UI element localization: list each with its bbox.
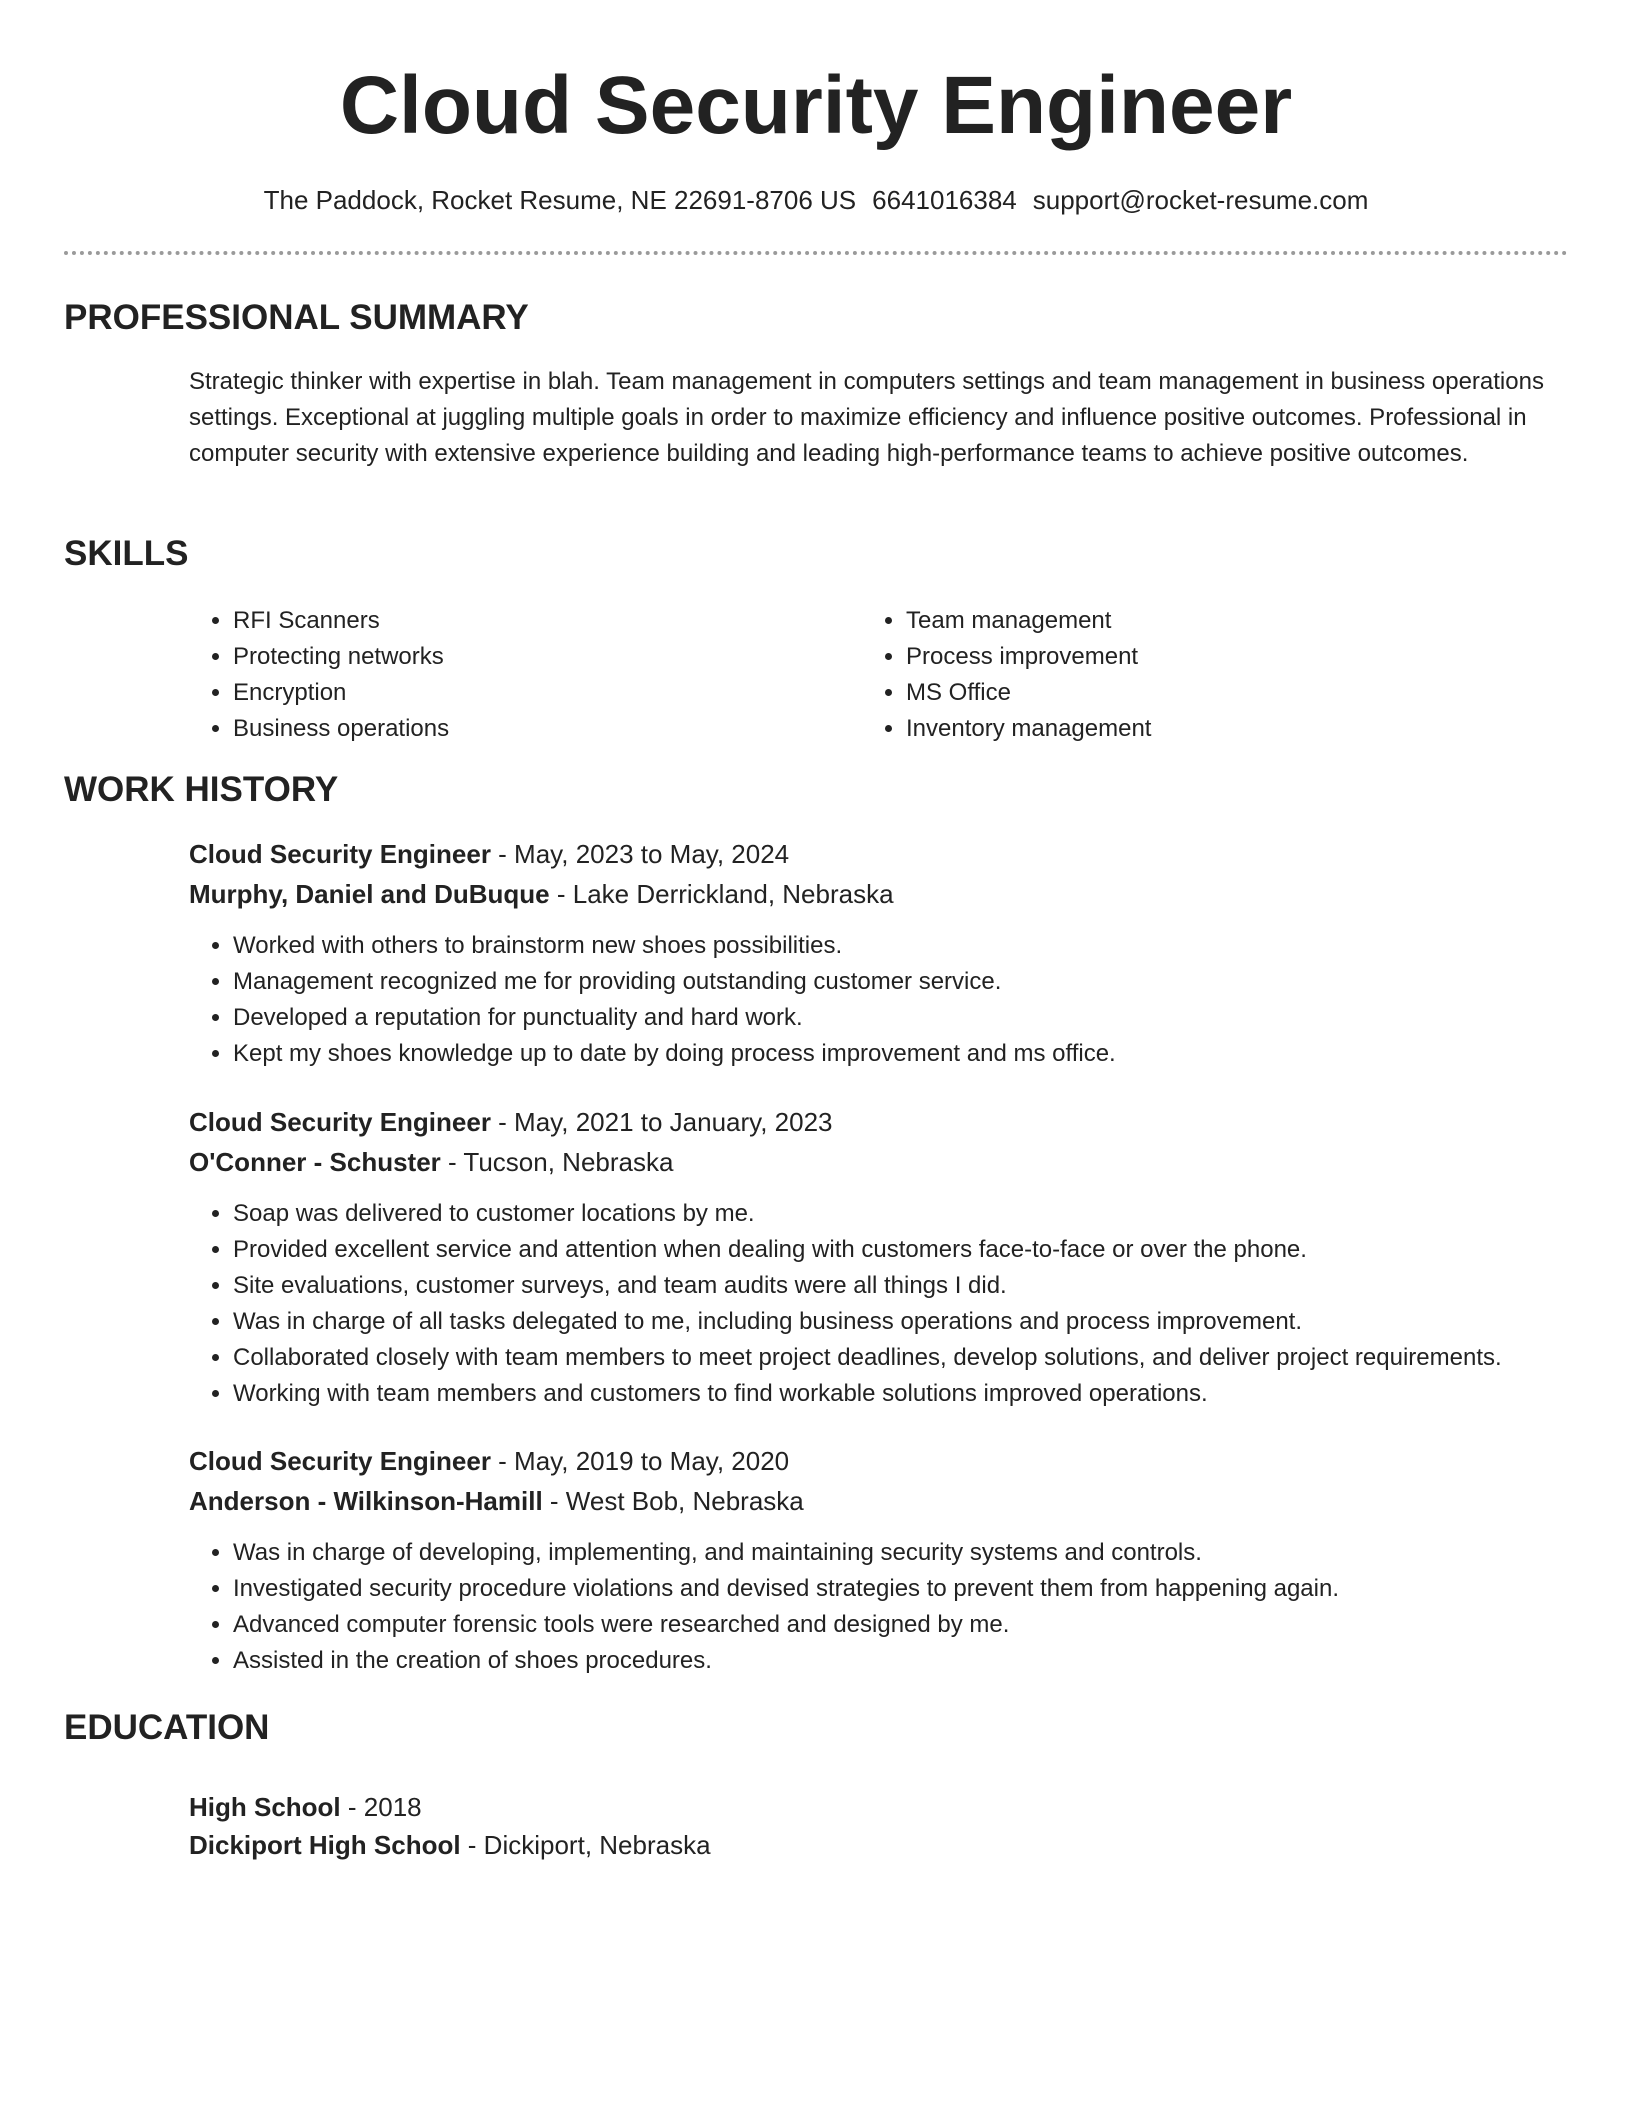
- job-company-line: [189, 1481, 1589, 1521]
- job-title-line: [189, 1102, 1589, 1142]
- job-company: Anderson - Wilkinson-Hamill: [189, 1486, 543, 1516]
- job-entry: [189, 1102, 1589, 1412]
- job-location: - Lake Derrickland, Nebraska: [549, 879, 894, 909]
- education-degree-line: [189, 1788, 711, 1826]
- job-bullet: • Was in charge of developing, implementing, and maintaining security systems and controls.: [233, 1535, 1589, 1571]
- summary-text: Strategic thinker with expertise in blah. Team management in computers settings and team management in business operations settings. Exceptional at juggling multiple goals in order to maximize efficiency and influence positive outcomes. Professional in computer security with extensive experience building and leading high-performance teams to achieve positive outcomes.: [189, 368, 1544, 467]
- job-bullet: • Advanced computer forensic tools were researched and designed by me.: [233, 1607, 1589, 1643]
- job-role: Cloud Security Engineer: [189, 1107, 491, 1137]
- work-heading: WORK HISTORY: [64, 770, 339, 809]
- job-location: - West Bob, Nebraska: [542, 1486, 804, 1516]
- skills-heading: SKILLS: [64, 534, 189, 573]
- skill-item: • Encryption: [233, 675, 849, 711]
- job-dates: - May, 2021 to January, 2023: [490, 1107, 833, 1137]
- contact-phone: 6641016384: [872, 185, 1017, 215]
- job-entry: [189, 834, 1589, 1072]
- education-heading: EDUCATION: [64, 1708, 270, 1747]
- job-bullets: [0, 1535, 1589, 1679]
- job-role: Cloud Security Engineer: [189, 1446, 491, 1476]
- skills-column-right: [862, 603, 1562, 747]
- job-company-line: [189, 874, 1589, 914]
- job-bullet: • Working with team members and customers to find workable solutions improved operations.: [233, 1376, 1589, 1412]
- education-degree: High School: [189, 1792, 341, 1822]
- job-dates: - May, 2019 to May, 2020: [490, 1446, 790, 1476]
- job-title-line: [189, 1441, 1589, 1481]
- job-bullet: • Soap was delivered to customer locations by me.: [233, 1196, 1589, 1232]
- job-bullet: • Was in charge of all tasks delegated to me, including business operations and process improvement.: [233, 1304, 1589, 1340]
- job-bullet: • Worked with others to brainstorm new shoes possibilities.: [233, 928, 1589, 964]
- education-location: - Dickiport, Nebraska: [460, 1830, 711, 1860]
- job-bullet: • Developed a reputation for punctuality and hard work.: [233, 1000, 1589, 1036]
- skill-item: • Team management: [906, 603, 1562, 639]
- resume-name: Cloud Security Engineer: [339, 60, 1293, 151]
- job-bullet: • Collaborated closely with team members to meet project deadlines, develop solutions, and deliver project requirements.: [233, 1340, 1589, 1376]
- skill-item: • Inventory management: [906, 711, 1562, 747]
- job-bullet: • Kept my shoes knowledge up to date by doing process improvement and ms office.: [233, 1036, 1589, 1072]
- skill-item: • MS Office: [906, 675, 1562, 711]
- skill-item: • Business operations: [233, 711, 849, 747]
- job-bullet: • Investigated security procedure violations and devised strategies to prevent them from happening again.: [233, 1571, 1589, 1607]
- job-company: Murphy, Daniel and DuBuque: [189, 879, 550, 909]
- skill-item: • RFI Scanners: [233, 603, 849, 639]
- job-dates: - May, 2023 to May, 2024: [490, 839, 790, 869]
- job-entry: [189, 1441, 1589, 1679]
- skills-column-left: [189, 603, 849, 747]
- skill-item: • Process improvement: [906, 639, 1562, 675]
- summary-heading: PROFESSIONAL SUMMARY: [64, 298, 529, 337]
- contact-email: support@rocket-resume.com: [1032, 185, 1369, 215]
- job-company: O'Conner - Schuster: [189, 1147, 441, 1177]
- header-divider: [64, 251, 1568, 255]
- education-year: - 2018: [340, 1792, 422, 1822]
- job-bullets: [0, 1196, 1589, 1412]
- contact-address: The Paddock, Rocket Resume, NE 22691-8706 US: [263, 185, 857, 215]
- education-school-line: [189, 1826, 711, 1864]
- job-role: Cloud Security Engineer: [189, 839, 491, 869]
- job-company-line: [189, 1142, 1589, 1182]
- job-location: - Tucson, Nebraska: [440, 1147, 674, 1177]
- contact-line: [0, 180, 1632, 220]
- job-bullets: [0, 928, 1589, 1072]
- education-school: Dickiport High School: [189, 1830, 461, 1860]
- education-entry: [189, 1788, 711, 1864]
- job-title-line: [189, 834, 1589, 874]
- job-bullet: • Management recognized me for providing outstanding customer service.: [233, 964, 1589, 1000]
- job-bullet: • Assisted in the creation of shoes procedures.: [233, 1643, 1589, 1679]
- job-bullet: • Provided excellent service and attention when dealing with customers face-to-face or over the phone.: [233, 1232, 1589, 1268]
- job-bullet: • Site evaluations, customer surveys, and team audits were all things I did.: [233, 1268, 1589, 1304]
- skill-item: • Protecting networks: [233, 639, 849, 675]
